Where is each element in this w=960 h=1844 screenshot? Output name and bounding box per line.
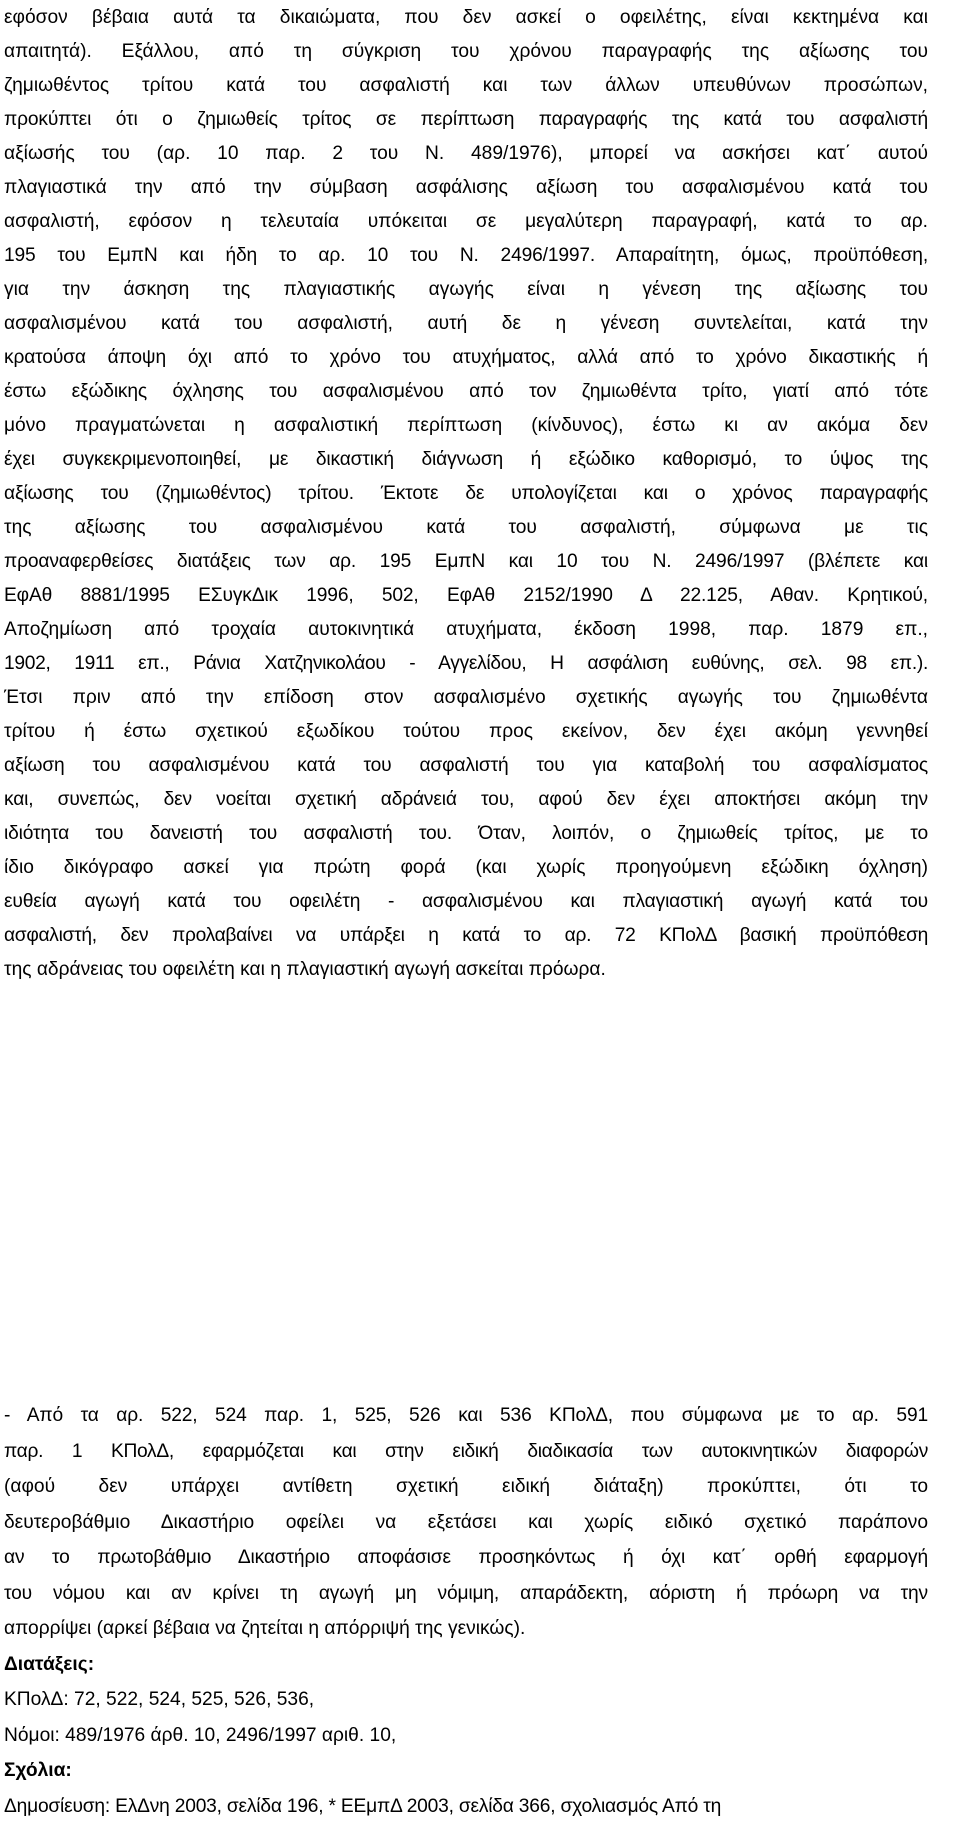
text-line: της αξίωσης του ασφαλισμένου κατά του ασφαλιστή, σύμφωνα με τις	[4, 517, 928, 538]
text-line: τρίτου ή έστω σχετικού εξωδίκου τούτου προς εκείνον, δεν έχει ακόμη γεννηθεί	[4, 721, 928, 742]
text-line: έχει συγκεκριμενοποιηθεί, με δικαστική διάγνωση ή εξώδικο καθορισμό, το ύψος της	[4, 449, 928, 470]
text-line: προαναφερθείσες διατάξεις των αρ. 195 ΕμπΝ και 10 του Ν. 2496/1997 (βλέπετε και	[4, 551, 928, 572]
text-line: πλαγιαστικά την από την σύμβαση ασφάλισης αξίωση του ασφαλισμένου κατά του	[4, 177, 928, 198]
text-line: ΕφΑθ 8881/1995 ΕΣυγκΔικ 1996, 502, ΕφΑθ 2152/1990 Δ 22.125, Αθαν. Κρητικού,	[4, 585, 928, 606]
text-line: κρατούσα άποψη όχι από το χρόνο του ατυχήματος, αλλά από το χρόνο δικαστικής ή	[4, 347, 928, 368]
text-line: αν το πρωτοβάθμιο Δικαστήριο αποφάσισε προσηκόντως ή όχι κατ΄ ορθή εφαρμογή	[4, 1547, 928, 1568]
provisions-heading: Διατάξεις:	[4, 1654, 95, 1675]
text-line: ζημιωθέντος τρίτου κατά του ασφαλιστή και των άλλων υπευθύνων προσώπων,	[4, 75, 928, 96]
publication-line: Δημοσίευση: ΕλΔνη 2003, σελίδα 196, * ΕΕμπΔ 2003, σελίδα 366, σχολιασμός Από τη	[4, 1796, 722, 1817]
text-line: ασφαλιστή, δεν προλαβαίνει να υπάρξει η κατά το αρ. 72 ΚΠολΔ βασική προϋπόθεση	[4, 925, 928, 946]
text-line: εφόσον βέβαια αυτά τα δικαιώματα, που δεν ασκεί ο οφειλέτης, είναι κεκτημένα και	[4, 7, 928, 28]
provisions-laws: Νόμοι: 489/1976 άρθ. 10, 2496/1997 αριθ. 10,	[4, 1725, 397, 1746]
provisions-kpold: ΚΠολΔ: 72, 522, 524, 525, 526, 536,	[4, 1689, 315, 1710]
text-line: (αφού δεν υπάρχει αντίθετη σχετική ειδική διάταξη) προκύπτει, ότι το	[4, 1476, 928, 1497]
text-line: αξίωση του ασφαλισμένου κατά του ασφαλιστή του για καταβολή του ασφαλίσματος	[4, 755, 928, 776]
second-paragraph	[4, 1398, 928, 1647]
text-line: - Από τα αρ. 522, 524 παρ. 1, 525, 526 και 536 ΚΠολΔ, που σύμφωνα με το αρ. 591	[4, 1405, 928, 1426]
text-line: Αποζημίωση από τροχαία αυτοκινητικά ατυχήματα, έκδοση 1998, παρ. 1879 επ.,	[4, 619, 928, 640]
text-line: παρ. 1 ΚΠολΔ, εφαρμόζεται και στην ειδική διαδικασία των αυτοκινητικών διαφορών	[4, 1440, 928, 1462]
text-line: Έτσι πριν από την επίδοση στον ασφαλισμένο σχετικής αγωγής του ζημιωθέντα	[4, 687, 928, 708]
text-line: απορρίψει (αρκεί βέβαια να ζητείται η απόρριψή της γενικώς).	[4, 1618, 526, 1639]
text-line: έστω εξώδικης όχλησης του ασφαλισμένου από τον ζημιωθέντα τρίτο, γιατί από τότε	[4, 381, 928, 402]
text-line: 195 του ΕμπΝ και ήδη το αρ. 10 του Ν. 2496/1997. Απαραίτητη, όμως, προϋπόθεση,	[4, 245, 928, 266]
comments-heading: Σχόλια:	[4, 1760, 72, 1781]
text-line: αξίωσής του (αρ. 10 παρ. 2 του Ν. 489/1976), μπορεί να ασκήσει κατ΄ αυτού	[4, 143, 928, 164]
text-line: ίδιο δικόγραφο ασκεί για πρώτη φορά (και χωρίς προηγούμενη εξώδικη όχληση)	[4, 857, 928, 878]
text-line: για την άσκηση της πλαγιαστικής αγωγής είναι η γένεση της αξίωσης του	[4, 279, 928, 300]
text-line: αξίωσης του (ζημιωθέντος) τρίτου. Έκτοτε δε υπολογίζεται και ο χρόνος παραγραφής	[4, 483, 928, 504]
main-paragraph	[4, 1, 928, 987]
text-line: ευθεία αγωγή κατά του οφειλέτη - ασφαλισμένου και πλαγιαστική αγωγή κατά του	[4, 891, 928, 912]
text-line: δευτεροβάθμιο Δικαστήριο οφείλει να εξετάσει και χωρίς ειδικό σχετικό παράπονο	[4, 1511, 928, 1533]
text-line: μόνο πραγματώνεται η ασφαλιστική περίπτωση (κίνδυνος), έστω κι αν ακόμα δεν	[4, 415, 928, 436]
text-line: απαιτητά). Εξάλλου, από τη σύγκριση του χρόνου παραγραφής της αξίωσης του	[4, 41, 928, 62]
text-line: 1902, 1911 επ., Ράνια Χατζηνικολάου - Αγγελίδου, Η ασφάλιση ευθύνης, σελ. 98 επ.).	[4, 653, 928, 674]
text-line: ιδιότητα του δανειστή του ασφαλιστή του. Όταν, λοιπόν, ο ζημιωθείς τρίτος, με το	[4, 823, 928, 844]
text-line: ασφαλισμένου κατά του ασφαλιστή, αυτή δε η γένεση συντελείται, κατά την	[4, 313, 928, 334]
text-line: του νόμου και αν κρίνει τη αγωγή μη νόμιμη, απαράδεκτη, αόριστη ή πρόωρη να την	[4, 1582, 928, 1604]
text-line: προκύπτει ότι ο ζημιωθείς τρίτος σε περίπτωση παραγραφής της κατά του ασφαλιστή	[4, 109, 928, 130]
text-line: της αδράνειας του οφειλέτη και η πλαγιαστική αγωγή ασκείται πρόωρα.	[4, 959, 606, 980]
text-line: και, συνεπώς, δεν νοείται σχετική αδράνειά του, αφού δεν έχει αποκτήσει ακόμη την	[4, 789, 928, 810]
text-line: ασφαλιστή, εφόσον η τελευταία υπόκειται σε μεγαλύτερη παραγραφή, κατά το αρ.	[4, 211, 928, 232]
